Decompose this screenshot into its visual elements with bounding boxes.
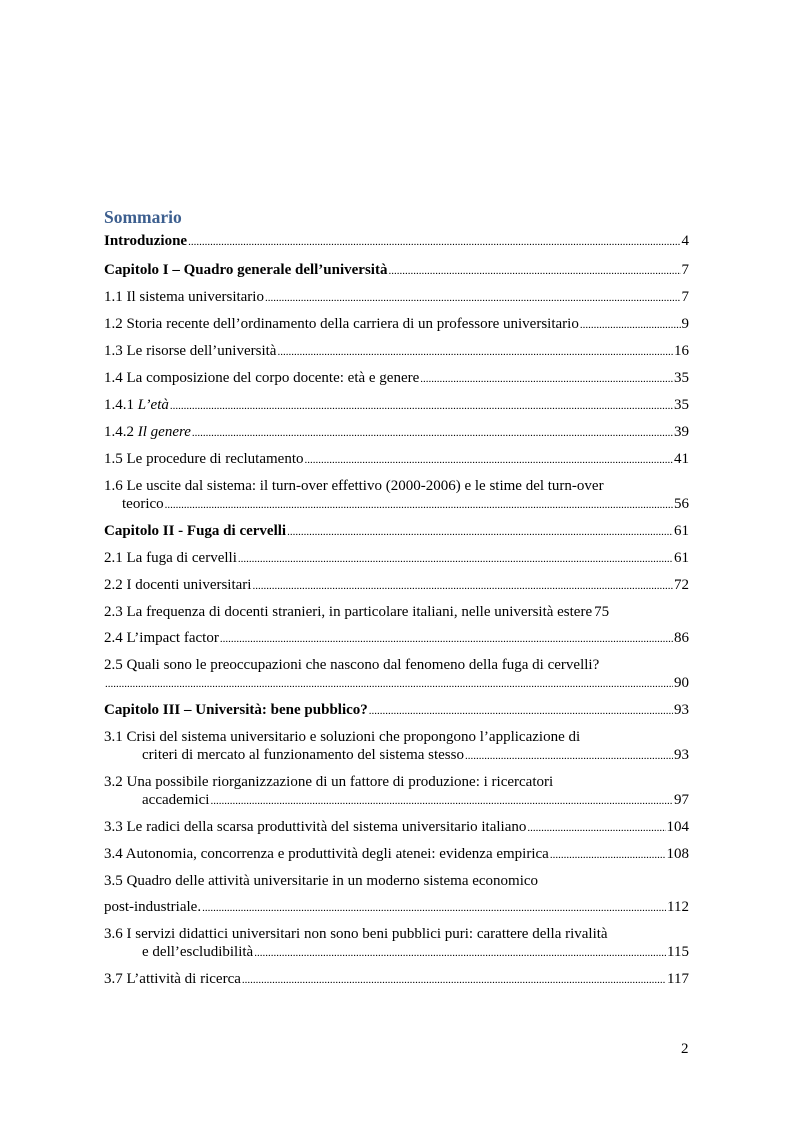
toc-entry-1-1[interactable]: 1.1 Il sistema universitario ..... 7 bbox=[104, 288, 689, 307]
table-of-contents bbox=[104, 232, 689, 989]
toc-entry-3-6[interactable]: 3.6 I servizi didattici universitari non sono beni pubblici puri: carattere della rivalità e dell’escludibilità ..... 115 bbox=[104, 925, 689, 962]
toc-entry-2-1[interactable]: 2.1 La fuga di cervelli ..... 61 bbox=[104, 549, 689, 568]
toc-entry-2-3[interactable]: 2.3 La frequenza di docenti stranieri, in particolare italiani, nelle università estere 75 bbox=[104, 604, 610, 620]
toc-entry-1-4-2[interactable]: 1.4.2 Il genere ..... 39 bbox=[104, 423, 689, 442]
toc-entry-2-4[interactable]: 2.4 L’impact factor ..... 86 bbox=[104, 629, 689, 648]
toc-entry-introduzione[interactable]: Introduzione ..... 4 bbox=[104, 232, 689, 251]
toc-entry-1-5[interactable]: 1.5 Le procedure di reclutamento ..... 41 bbox=[104, 450, 689, 469]
toc-entry-1-6[interactable]: 1.6 Le uscite dal sistema: il turn-over effettivo (2000-2006) e le stime del turn-over teorico ..... 56 bbox=[104, 477, 689, 514]
toc-entry-chapter-2[interactable]: Capitolo II - Fuga di cervelli ..... 61 bbox=[104, 522, 689, 541]
page-number: 2 bbox=[681, 1041, 689, 1057]
toc-entry-chapter-1[interactable]: Capitolo I – Quadro generale dell’università ..... 7 bbox=[104, 261, 689, 280]
toc-entry-3-1[interactable]: 3.1 Crisi del sistema universitario e soluzioni che propongono l’applicazione di criteri di mercato al funzionamento del sistema stesso ..... 93 bbox=[104, 728, 689, 765]
toc-entry-chapter-3[interactable]: Capitolo III – Università: bene pubblico? ..... 93 bbox=[104, 701, 689, 720]
toc-entry-1-3[interactable]: 1.3 Le risorse dell’università ..... 16 bbox=[104, 342, 689, 361]
toc-entry-1-4-1[interactable]: 1.4.1 L’età ..... 35 bbox=[104, 396, 689, 415]
toc-entry-1-4[interactable]: 1.4 La composizione del corpo docente: età e genere ..... 35 bbox=[104, 369, 689, 388]
toc-entry-3-5[interactable]: 3.5 Quadro delle attività universitarie in un moderno sistema economico post-industriale. ..... 112 bbox=[104, 872, 689, 917]
toc-entry-2-2[interactable]: 2.2 I docenti universitari ..... 72 bbox=[104, 576, 689, 595]
toc-entry-3-3[interactable]: 3.3 Le radici della scarsa produttività del sistema universitario italiano ..... 104 bbox=[104, 818, 689, 837]
toc-entry-3-2[interactable]: 3.2 Una possibile riorganizzazione di un fattore di produzione: i ricercatori accademici ..... 97 bbox=[104, 773, 689, 810]
toc-entry-2-5[interactable]: 2.5 Quali sono le preoccupazioni che nascono dal fenomeno della fuga di cervelli? ..... 90 bbox=[104, 656, 689, 693]
toc-heading: Sommario bbox=[104, 207, 182, 227]
toc-entry-3-4[interactable]: 3.4 Autonomia, concorrenza e produttività degli atenei: evidenza empirica ..... 108 bbox=[104, 845, 689, 864]
toc-entry-1-2[interactable]: 1.2 Storia recente dell’ordinamento della carriera di un professore universitario ..... 9 bbox=[104, 315, 689, 334]
toc-entry-3-7[interactable]: 3.7 L’attività di ricerca ..... 117 bbox=[104, 970, 689, 989]
